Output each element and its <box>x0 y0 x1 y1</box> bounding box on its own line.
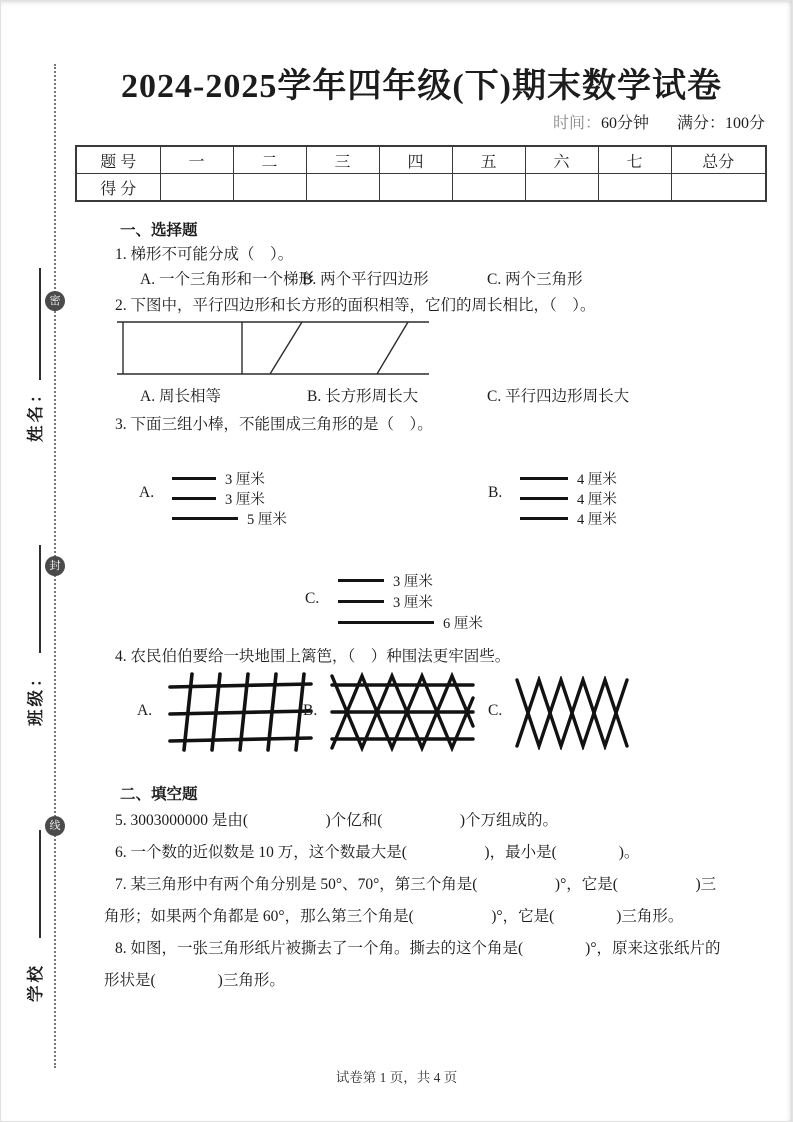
stick-row <box>172 488 287 508</box>
name-label: 姓名： <box>26 383 45 442</box>
stick-row <box>338 570 483 591</box>
stick-row <box>520 468 617 488</box>
header-cell: 总分 <box>671 146 766 174</box>
full-score-label: 满分： <box>676 115 725 132</box>
stick-length-label: 3 厘米 <box>393 595 433 611</box>
class-label: 班级： <box>26 667 45 726</box>
question-3-group-c-sticks <box>338 570 483 633</box>
seal-stamp-mi: 密 <box>45 291 65 311</box>
stick-3cm <box>338 579 384 582</box>
score-table-score-row <box>76 174 766 202</box>
score-table <box>75 145 767 202</box>
header-cell: 七 <box>598 146 671 174</box>
stick-4cm <box>520 517 568 520</box>
question-4-option-b-label: B. <box>303 702 318 719</box>
header-cell: 题 号 <box>76 146 160 174</box>
question-4-option-a-label: A. <box>137 702 153 719</box>
header-cell: 三 <box>306 146 379 174</box>
stick-length-label: 3 厘米 <box>225 471 265 488</box>
page-footer: 试卷第 1 页，共 4 页 <box>335 1070 458 1085</box>
time-label: 时间： <box>552 115 601 132</box>
stick-row <box>172 468 287 488</box>
time-value: 60分钟 <box>600 115 649 132</box>
score-cell <box>525 174 598 202</box>
seal-stamp-feng: 封 <box>45 556 65 576</box>
score-row-label: 得 分 <box>76 174 160 202</box>
question-3-group-c-label: C. <box>305 590 320 607</box>
header-cell: 六 <box>525 146 598 174</box>
question-1-option-b: B. 两个平行四边形 <box>302 271 429 288</box>
school-blank-line <box>39 830 41 938</box>
question-3-group-a-sticks <box>172 468 287 528</box>
question-2-option-a: A. 周长相等 <box>140 388 221 405</box>
score-cell <box>233 174 306 202</box>
question-3-text: 3. 下面三组小棒，不能围成三角形的是（ ）。 <box>115 416 433 433</box>
question-2-figure-parallelogram-rectangle <box>114 317 432 377</box>
question-4-fence-truss-figure <box>330 672 476 752</box>
header-cell: 一 <box>160 146 233 174</box>
question-4-text: 4. 农民伯伯要给一块地围上篱笆，（ ）种围法更牢固些。 <box>115 648 511 665</box>
stick-length-label: 3 厘米 <box>393 574 433 590</box>
question-4-fence-diamond-figure <box>514 676 630 750</box>
question-3-group-a-label: A. <box>139 484 155 501</box>
header-cell: 四 <box>379 146 452 174</box>
stick-length-label: 5 厘米 <box>247 511 287 528</box>
question-5-text: 5. 3003000000 是由( )个亿和( )个万组成的。 <box>115 812 559 829</box>
question-4-fence-grid-figure <box>168 672 314 752</box>
seal-stamp-xian: 线 <box>45 816 65 836</box>
question-7-text-line1: 7. 某三角形中有两个角分别是 50°、70°，第三个角是( )°，它是( )三 <box>115 876 717 893</box>
stick-4cm <box>520 497 568 500</box>
stick-row <box>172 508 287 528</box>
stick-3cm <box>172 477 216 480</box>
question-7-text-line2: 角形；如果两个角都是 60°，那么第三个角是( )°，它是( )三角形。 <box>104 908 684 925</box>
stick-row <box>338 591 483 612</box>
score-cell <box>160 174 233 202</box>
question-8-text-line1: 8. 如图，一张三角形纸片被撕去了一个角。撕去的这个角是( )°，原来这张纸片的 <box>115 940 721 957</box>
score-table-header-row <box>76 146 766 174</box>
question-2-option-b: B. 长方形周长大 <box>307 388 419 405</box>
score-cell <box>598 174 671 202</box>
question-3-group-b-sticks <box>520 468 617 528</box>
stick-4cm <box>520 477 568 480</box>
full-score-value: 100分 <box>724 115 765 132</box>
score-cell <box>452 174 525 202</box>
stick-3cm <box>338 600 384 603</box>
class-blank-line <box>39 545 41 653</box>
question-6-text: 6. 一个数的近似数是 10 万，这个数最大是( )，最小是( )。 <box>115 844 640 861</box>
header-cell: 二 <box>233 146 306 174</box>
question-2-text: 2. 下图中，平行四边形和长方形的面积相等，它们的周长相比，（ ）。 <box>115 297 596 314</box>
exam-meta <box>553 110 765 133</box>
name-blank-line <box>39 268 41 380</box>
question-1-option-a: A. 一个三角形和一个梯形 <box>140 271 314 288</box>
question-1-option-c: C. 两个三角形 <box>487 271 583 288</box>
score-cell <box>379 174 452 202</box>
page-title: 2024-2025学年四年级(下)期末数学试卷 <box>121 68 722 105</box>
question-8-text-line2: 形状是( )三角形。 <box>104 972 285 989</box>
stick-row <box>520 508 617 528</box>
section-fill-heading: 二、填空题 <box>120 786 198 803</box>
school-label: 学校 <box>26 963 45 1002</box>
stick-length-label: 4 厘米 <box>577 511 617 528</box>
stick-5cm <box>172 517 238 520</box>
question-1-text: 1. 梯形不可能分成（ ）。 <box>115 246 294 263</box>
question-4-option-c-label: C. <box>488 702 503 719</box>
score-cell <box>306 174 379 202</box>
section-choice-heading: 一、选择题 <box>120 222 198 239</box>
score-cell <box>671 174 766 202</box>
stick-3cm <box>172 497 216 500</box>
header-cell: 五 <box>452 146 525 174</box>
stick-length-label: 4 厘米 <box>577 471 617 488</box>
stick-row <box>520 488 617 508</box>
stick-length-label: 3 厘米 <box>225 491 265 508</box>
stick-6cm <box>338 621 434 624</box>
question-2-option-c: C. 平行四边形周长大 <box>487 388 630 405</box>
stick-length-label: 4 厘米 <box>577 491 617 508</box>
question-3-group-b-label: B. <box>488 484 503 501</box>
stick-length-label: 6 厘米 <box>443 616 483 632</box>
stick-row <box>338 612 483 633</box>
